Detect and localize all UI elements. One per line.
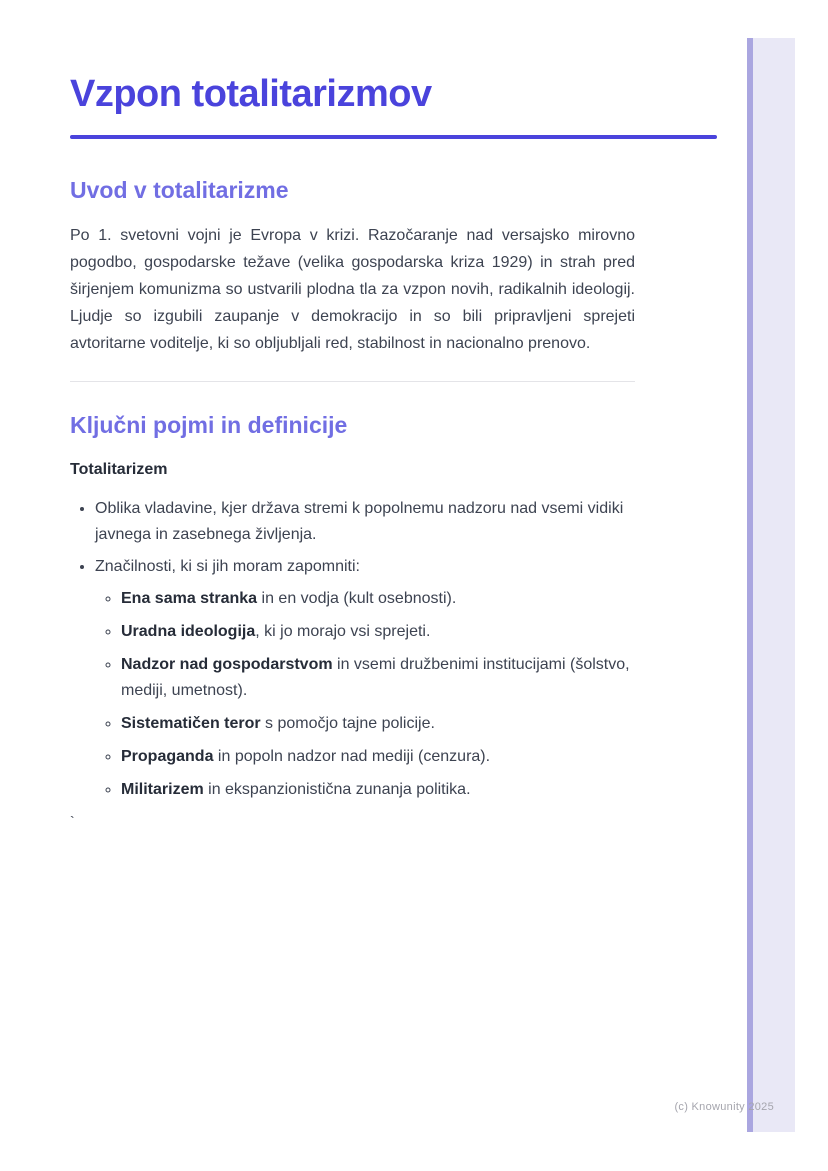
- characteristic-item: [121, 586, 630, 612]
- characteristic-description: in en vodja (kult osebnosti).: [257, 590, 457, 607]
- list-item-definition: [95, 496, 630, 548]
- characteristics-list: [95, 586, 630, 803]
- document-content: [70, 0, 717, 829]
- characteristic-item: [121, 652, 630, 704]
- characteristic-description: in popoln nadzor nad mediji (cenzura).: [213, 748, 491, 765]
- characteristic-term: Nadzor nad gospodarstvom: [121, 656, 333, 673]
- term-title: Totalitarizem: [70, 461, 168, 478]
- characteristic-item: [121, 711, 630, 737]
- section-divider: [70, 381, 635, 382]
- footer-credit: (c) Knowunity 2025: [674, 1101, 774, 1113]
- characteristic-term: Uradna ideologija: [121, 623, 256, 640]
- characteristic-term: Ena sama stranka: [121, 590, 258, 607]
- characteristic-term: Militarizem: [121, 781, 204, 798]
- definition-text: Oblika vladavine, kjer država stremi k popolnemu nadzoru nad vsemi vidiki javnega in zasebnega življenja.: [95, 500, 624, 543]
- characteristic-description: in ekspanzionistična zunanja politika.: [203, 781, 471, 798]
- page-title: Vzpon totalitarizmov: [70, 73, 432, 115]
- characteristic-description: in vsemi družbenimi institucijami (šolstvo, mediji, umetnost).: [121, 656, 630, 699]
- characteristic-term: Sistematičen teror: [121, 715, 261, 732]
- intro-heading: Uvod v totalitarizme: [70, 177, 289, 203]
- characteristic-item: [121, 777, 630, 803]
- characteristic-description: s pomočjo tajne policije.: [260, 715, 435, 732]
- characteristic-term: Propaganda: [121, 748, 214, 765]
- characteristics-intro-text: Značilnosti, ki si jih moram zapomniti:: [95, 558, 360, 575]
- section-key-terms: [70, 410, 717, 829]
- section-intro: [70, 175, 717, 357]
- characteristic-description: , ki jo morajo vsi sprejeti.: [255, 623, 431, 640]
- title-underline: [70, 135, 717, 139]
- key-terms-heading: Ključni pojmi in definicije: [70, 412, 348, 438]
- side-accent-bar: [747, 38, 795, 1132]
- list-item-characteristics: [95, 554, 630, 803]
- intro-paragraph: Po 1. svetovni vojni je Evropa v krizi. Razočaranje nad versajsko mirovno pogodbo, gospodarske težave (velika gospodarska kriza 1929) in strah pred širjenjem komunizma so ustvarili plodna tla za vzpon novih, radikalnih ideologij. Ljudje so izgubili zaupanje v demokracijo in so bili pripravljeni sprejeti avtoritarne voditelje, ki so obljubljali red, stabilnost in nacionalno prenovo.: [70, 227, 635, 352]
- characteristic-item: [121, 619, 630, 645]
- characteristic-item: [121, 744, 630, 770]
- definition-list: [70, 496, 630, 803]
- stray-backtick: `: [70, 813, 75, 829]
